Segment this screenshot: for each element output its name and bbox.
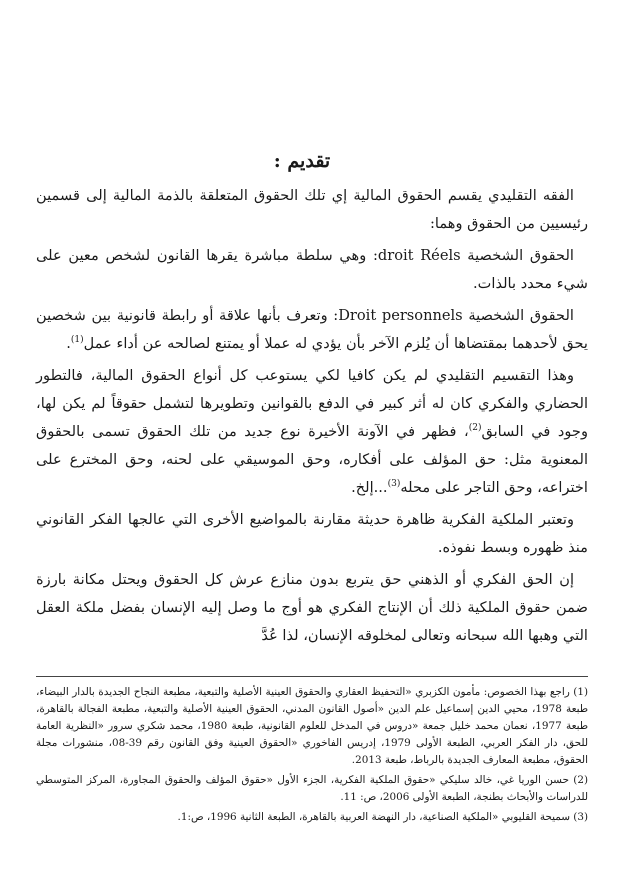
paragraph-classification-text-c: ...إلخ. bbox=[351, 479, 388, 496]
body-text bbox=[36, 182, 588, 650]
footnotes bbox=[36, 684, 588, 829]
footnote-3: (3) سميحة القليوبي «الملكية الصناعية، دار النهضة العربية بالقاهرة، الطبعة الثانية 1996، ص:1. bbox=[177, 811, 588, 823]
paragraph-personal-rights: الحقوق الشخصية Droit personnels: وتعرف بأنها علاقة أو رابطة قانونية بين شخصين يحق لأحدهما بمقتضاها أن يُلزم الآخر بأن يؤدي له عملا أو يمتنع لصالحه عن أداء عمل$^{(1)}$. bbox=[36, 307, 588, 352]
footnote-ref-2[interactable]: (2) bbox=[468, 423, 482, 434]
footnote-ref-1[interactable]: (1) bbox=[70, 335, 84, 346]
paragraph-intellectual-right: إن الحق الفكري أو الذهني حق يتربع بدون منازع عرش كل الحقوق ويحتل مكانة بارزة ضمن حقوق الملكية ذلك أن الإنتاج الفكري هو أوج ما وصل إليه الإنسان بفضل ملكة العقل التي وهبها الله سبحانه وتعالى لمخلوقه الإنسان، لذا عُدَّ bbox=[36, 571, 588, 644]
paragraph-personal-rights-text: الحقوق الشخصية Droit personnels: وتعرف بأنها علاقة أو رابطة قانونية بين شخصين يحق لأحدهما بمقتضاها أن يُلزم الآخر بأن يؤدي له عملا أو يمتنع لصالحه عن أداء عمل bbox=[36, 307, 588, 352]
footnote-2: (2) حسن الوريا غي، خالد سليكي «حقوق الملكية الفكرية، الجزء الأول «حقوق المؤلف والحقوق المجاورة، المركز المتوسطي للدراسات والأبحاث بطنجة، الطبعة الأولى 2006، ص: 11. bbox=[36, 774, 588, 803]
section-heading: تقديم : bbox=[273, 150, 331, 172]
paragraph-intro: الفقه التقليدي يقسم الحقوق المالية إي تلك الحقوق المتعلقة بالذمة المالية إلى قسمين رئيسيين من الحقوق وهما: bbox=[36, 187, 588, 232]
footnote-divider bbox=[36, 676, 588, 677]
footnote-1: (1) راجع بهذا الخصوص: مأمون الكزبري «التحفيظ العقاري والحقوق العينية الأصلية والتبعية، مطبعة النجاح الجديدة بالدار البيضاء، طبعة 1978، محيي الدين إسماعيل علم الدين «أصول القانون المدني، الحقوق العينية الأصلية والتبعية، مطبعة الفجالة بالقاهرة، طبعة 1977، نعمان محمد خليل جمعة «دروس في المدخل للعلوم القانونية، طبعة 1980، محمد شكري سرور «النظرية العامة للحق، دار الفكر العربي، الطبعة الأولى 1979، إدريس الفاخوري «الحقوق العينية وفق القانون رقم 39-08، منشورات مجلة الحقوق، مطبعة المعارف الجديدة بالرباط، طبعة 2013. bbox=[36, 686, 588, 766]
footnote-ref-3[interactable]: (3) bbox=[387, 479, 401, 490]
paragraph-intellectual-property: وتعتبر الملكية الفكرية ظاهرة حديثة مقارنة بالمواضيع الأخرى التي عالجها الفكر القانوني منذ ظهوره وبسط نفوذه. bbox=[36, 511, 588, 556]
paragraph-real-rights: الحقوق الشخصية droit Réels: وهي سلطة مباشرة يقرها القانون لشخص معين على شيء محدد بالذات. bbox=[36, 247, 588, 292]
paragraph-classification-text-b: ، فظهر في الآونة الأخيرة نوع جديد من تلك الحقوق تسمى بالحقوق المعنوية مثل: حق المؤلف على أفكاره، وحق الموسيقي على لحنه، وحق المخترع على اختراعه، وحق التاجر على محله bbox=[36, 423, 588, 496]
paragraph-classification bbox=[36, 362, 588, 502]
paragraph-classification-text-a: وهذا التقسيم التقليدي لم يكن كافيا لكي يستوعب كل أنواع الحقوق المالية، فالتطور الحضاري والفكري كان له أثر كبير في الدفع بالقوانين وتطويرها لتشمل حقوقاً لم يكن لها، وجود في السابق bbox=[36, 367, 588, 440]
